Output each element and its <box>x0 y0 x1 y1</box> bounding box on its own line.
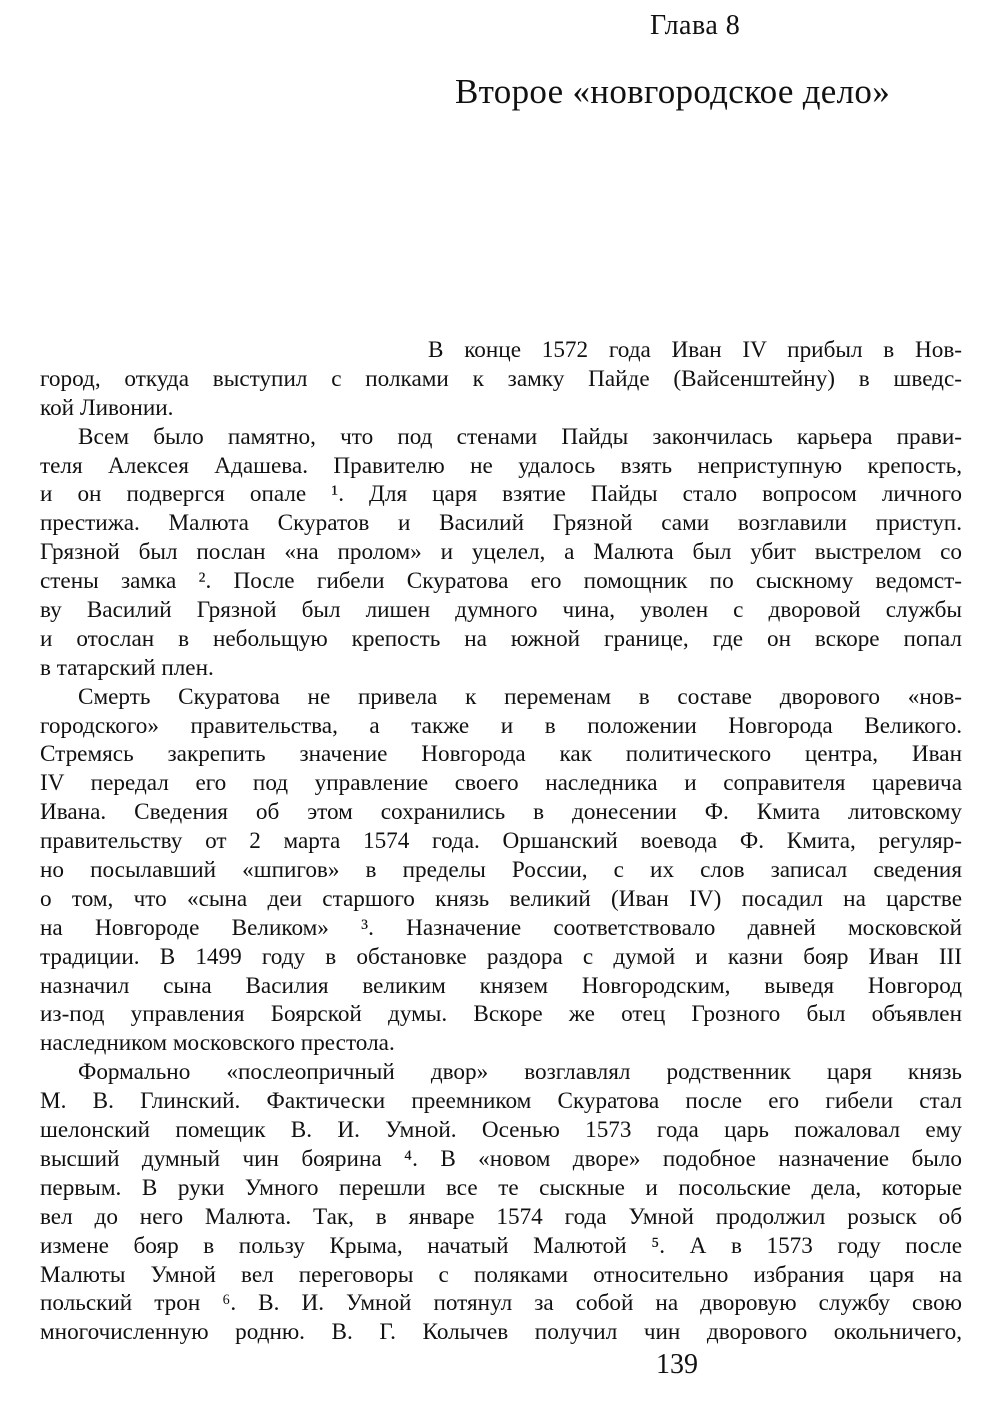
text-line: городского» правительства, а также и в положении Новгорода Великого. <box>40 712 962 739</box>
text-line: польский трон ⁶. В. И. Умной потянул за собой на дворовую службу свою <box>40 1290 962 1317</box>
text-line: вел до него Малюта. Так, в январе 1574 года Умной продолжил розыск об <box>40 1203 962 1230</box>
text-line: город, откуда выступил с полками к замку Пайде (Вайсенштейну) в шведс- <box>40 365 962 392</box>
text-line: стены замка ². После гибели Скуратова его помощник по сыскному ведомст- <box>40 568 962 595</box>
chapter-title: Второе «новгородское дело» <box>455 72 891 111</box>
text-line: Малюты Умной вел переговоры с поляками относительно избрания царя на <box>40 1261 962 1288</box>
chapter-label: Глава 8 <box>650 10 741 41</box>
body-text <box>40 336 962 1347</box>
text-line: М. В. Глинский. Фактически преемником Скуратова после его гибели стал <box>40 1088 962 1115</box>
text-line: первым. В руки Умного перешли все те сыскные и посольские дела, которые <box>40 1174 962 1201</box>
text-line: Грязной был послан «на пролом» и уцелел, а Малюта был убит выстрелом со <box>40 539 962 566</box>
text-line: и отослан в небольщую крепость на южной границе, где он вскоре попал <box>40 625 962 652</box>
text-line: правительству от 2 марта 1574 года. Оршанский воевода Ф. Кмита, регуляр- <box>40 828 962 855</box>
text-line: но посылавший «шпигов» в пределы России, с их слов записал сведения <box>40 857 962 884</box>
text-line: и он подвергся опале ¹. Для царя взятие Пайды стало вопросом личного <box>40 481 962 508</box>
text-line: В конце 1572 года Иван IV прибыл в Нов- <box>428 337 962 363</box>
text-line: высший думный чин боярина ⁴. В «новом дворе» подобное назначение было <box>40 1145 962 1172</box>
text-line: шелонский помещик В. И. Умной. Осенью 1573 года царь пожаловал ему <box>40 1117 962 1144</box>
text-line: ву Василий Грязной был лишен думного чина, уволен с дворовой службы <box>40 597 962 624</box>
text-line: многочисленную родню. В. Г. Колычев получил чин дворового окольничего, <box>40 1319 962 1346</box>
text-line: теля Алексея Адашева. Правителю не удалось взять неприступную крепость, <box>40 452 962 479</box>
text-line: Смерть Скуратова не привела к переменам в составе дворового «нов- <box>78 683 962 710</box>
text-line: Формально «послеопричный двор» возглавлял родственник царя князь <box>78 1059 962 1086</box>
text-line: традиции. В 1499 году в обстановке раздора с думой и казни бояр Иван III <box>40 943 962 970</box>
page-number: 139 <box>656 1349 698 1380</box>
text-line: на Новгороде Великом» ³. Назначение соответствовало давней московской <box>40 914 962 941</box>
text-line: Ивана. Сведения об этом сохранились в донесении Ф. Кмита литовскому <box>40 799 962 826</box>
text-line: Всем было памятно, что под стенами Пайды закончилась карьера прави- <box>78 423 962 450</box>
text-line: в татарский плен. <box>40 654 214 681</box>
text-line: наследником московского престола. <box>40 1030 395 1057</box>
text-line: IV передал его под управление своего наследника и соправителя царевича <box>40 770 962 797</box>
text-line: о том, что «сына деи старшого князь великий (Иван IV) посадил на царстве <box>40 885 962 912</box>
text-line: престижа. Малюта Скуратов и Василий Грязной сами возглавили приступ. <box>40 510 962 537</box>
text-line: измене бояр в пользу Крыма, начатый Малютой ⁵. А в 1573 году после <box>40 1232 962 1259</box>
text-line: назначил сына Василия великим князем Новгородским, выведя Новгород <box>40 972 962 999</box>
text-line: Стремясь закрепить значение Новгорода как политического центра, Иван <box>40 741 962 768</box>
text-line: кой Ливонии. <box>40 394 174 421</box>
text-line: из-под управления Боярской думы. Вскоре же отец Грозного был объявлен <box>40 1001 962 1028</box>
